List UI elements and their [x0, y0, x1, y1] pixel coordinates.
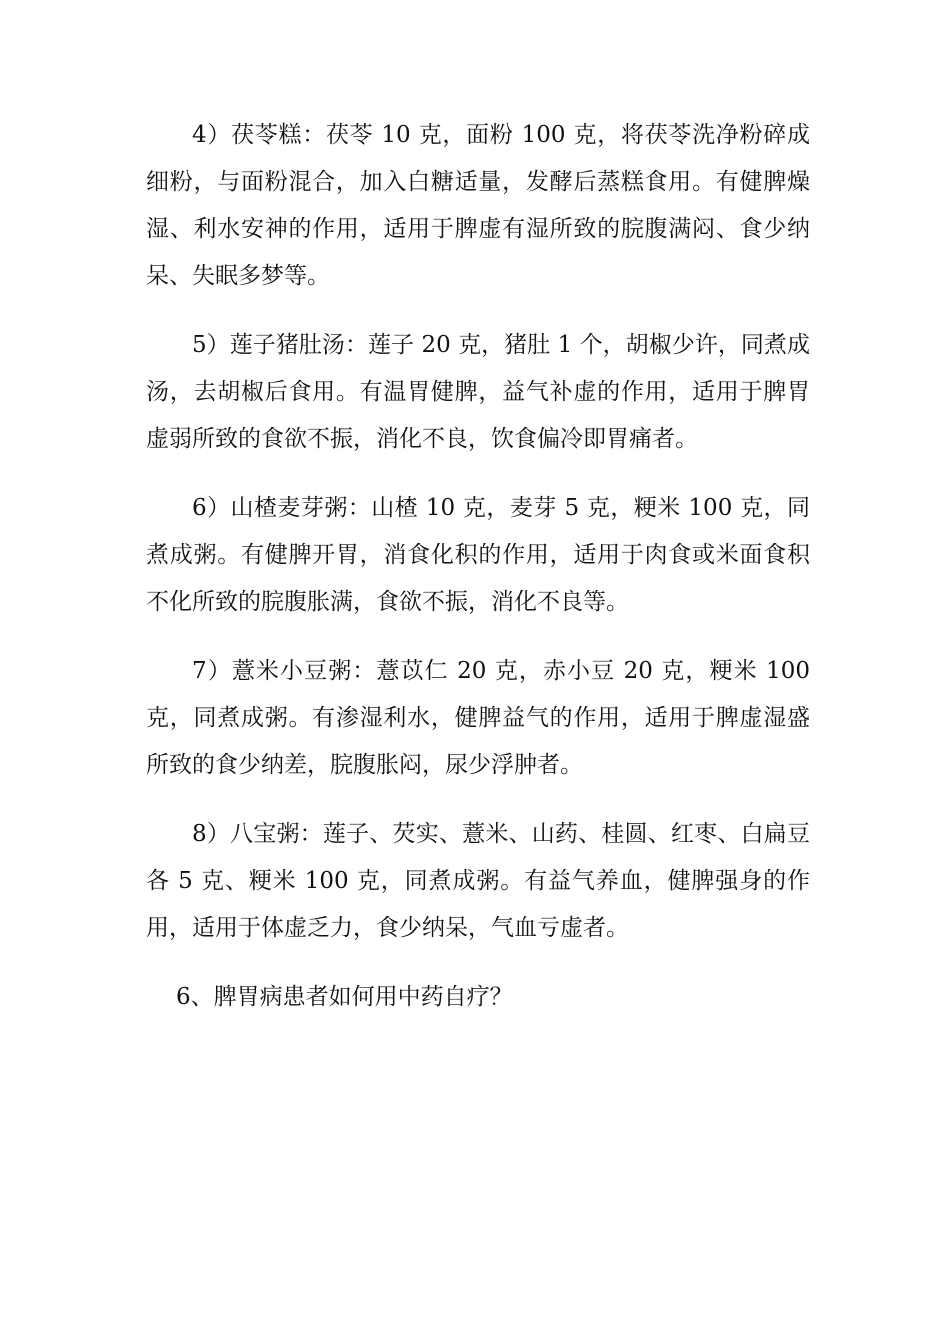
section-heading: 6、脾胃病患者如何用中药自疗？: [176, 984, 513, 1010]
recipe-paragraph-eight-treasure-porridge: 8）八宝粥：莲子、芡实、薏米、山药、桂圆、红枣、白扁豆各 5 克、粳米 100 克，同煮成粥。有益气养血，健脾强身的作用，适用于体虚乏力，食少纳呆，气血亏虚者。: [146, 821, 810, 941]
recipe-paragraph-lotus-tripe-soup: 5）莲子猪肚汤：莲子 20 克，猪肚 1 个，胡椒少许，同煮成汤，去胡椒后食用。有温胃健脾，益气补虚的作用，适用于脾胃虚弱所致的食欲不振，消化不良，饮食偏冷即胃痛者。: [146, 332, 810, 452]
recipe-paragraph-coix-bean-porridge: 7）薏米小豆粥：薏苡仁 20 克，赤小豆 20 克，粳米 100 克，同煮成粥。有渗湿利水，健脾益气的作用，适用于脾虚湿盛所致的食少纳差，脘腹胀闷，尿少浮肿者。: [146, 658, 810, 778]
recipe-paragraph-fuling-cake: 4）茯苓糕：茯苓 10 克，面粉 100 克，将茯苓洗净粉碎成细粉，与面粉混合，加入白糖适量，发酵后蒸糕食用。有健脾燥湿、利水安神的作用，适用于脾虚有湿所致的脘腹满闷、食少纳呆、失眠多梦等。: [146, 122, 810, 289]
recipe-paragraph-hawthorn-malt-porridge: 6）山楂麦芽粥：山楂 10 克，麦芽 5 克，粳米 100 克，同煮成粥。有健脾开胃，消食化积的作用，适用于肉食或米面食积不化所致的脘腹胀满，食欲不振，消化不良等。: [146, 495, 810, 615]
document-body: [146, 112, 810, 1021]
